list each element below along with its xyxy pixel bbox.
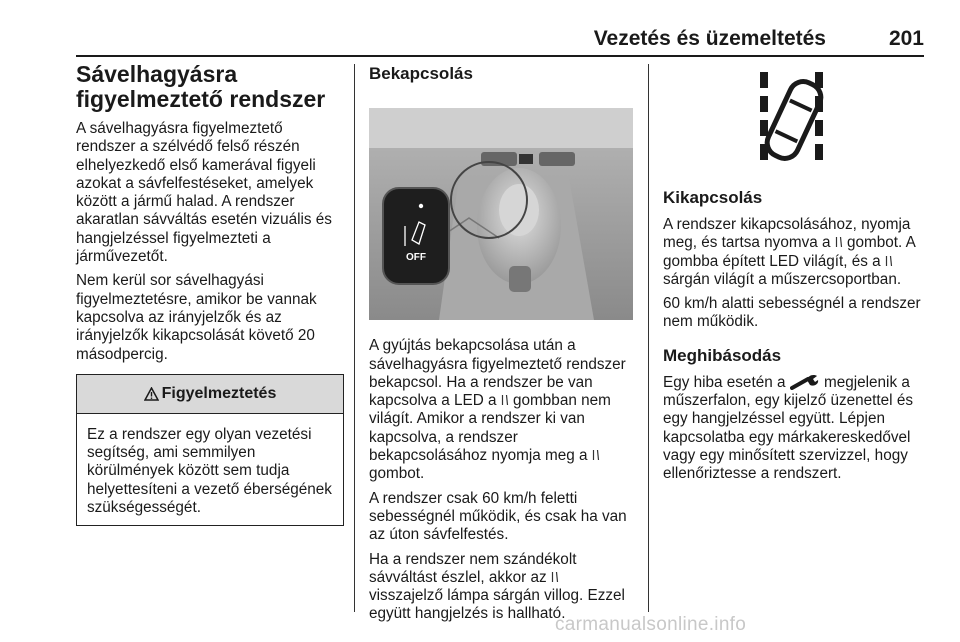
activation-heading: Bekapcsolás [369,64,473,83]
column-3 [663,64,927,490]
lane-symbol-icon [592,449,600,461]
low-speed-paragraph: 60 km/h alatti sebességnél a rendszer nem működik. [663,295,921,331]
lane-symbol-icon [551,571,559,583]
warning-text: Ez a rendszer egy olyan vezetési segítség, ami semmilyen körülmények között sem tudja helyettesíteni a vezető éberségének szükségességét. [87,425,332,517]
lane-symbol-icon [501,394,509,406]
column-1 [76,62,344,526]
fault-paragraph: Egy hiba esetén a megjelenik a műszerfalon, egy kijelző üzenettel és egy hangjelzéssel együtt. Lépjen kapcsolatba egy márkakereskedővel vagy egy minősített szervizzel, hogy ellenőriztesse a rendszert. [663,373,913,483]
activation-paragraph: A gyújtás bekapcsolása után a sávelhagyásra figyelmeztető rendszer bekapcsol. Ha a rendszer be van kapcsolva a LED a gombban nem világít. Amikor a rendszer ki van kapcsolva, a rendszer bekapcsolásához nyomja meg a gombot. [369,337,626,483]
column-divider-left [354,64,355,612]
warning-title: Figyelmeztetés [161,384,277,402]
lane-symbol-icon [885,255,893,267]
fault-heading: Meghibásodás [663,345,782,365]
wrench-icon [790,374,820,390]
header-rule [76,55,924,57]
lane-symbol-icon [835,236,843,248]
warning-triangle-icon [144,387,159,401]
page-number: 201 [888,27,924,50]
note-paragraph: Nem kerül sor sávelhagyási figyelmeztetésre, amikor be vannak kapcsolva az irányjelzők és az irányjelzők kikapcsolását követő 20 másodpercig. [76,272,317,363]
deactivation-paragraph: A rendszer kikapcsolásához, nyomja meg, és tartsa nyomva a gombot. A gombba épített LED világít, és a sárgán világít a műszercsoportban. [663,216,916,288]
column-divider-right [648,64,649,612]
center-console-photo [369,108,633,320]
header-title: Vezetés és üzemeltetés [593,27,826,50]
warning-lamp-paragraph: Ha a rendszer nem szándékolt sávváltást észlel, akkor az visszajelző lámpa sárgán villog. Ezzel együtt hangjelzés is hallható. [369,550,625,623]
column-2 [369,64,633,630]
warning-header [77,375,343,414]
intro-paragraph: A sávelhagyásra figyelmeztető rendszer a szélvédő felső részén elhelyezkedő első kamerával figyeli azokat a sávfelfestéseket, amelyek között a jármű halad. A rendszer akaratlan sávváltás esetén vizuális és hangjelzéssel figyelmezteti a járművezetőt. [76,120,332,266]
deactivation-heading: Kikapcsolás [663,188,763,207]
warning-box [76,374,344,526]
section-heading: Sávelhagyásra figyelmeztető rendszer [76,61,326,112]
watermark: carmanualsonline.info [555,614,747,635]
speed-paragraph: A rendszer csak 60 km/h feletti sebességnél működik, és csak ha van az úton sávfelfestés. [369,489,627,544]
lane-departure-warning-icon [663,64,927,172]
off-label: OFF [406,252,426,263]
